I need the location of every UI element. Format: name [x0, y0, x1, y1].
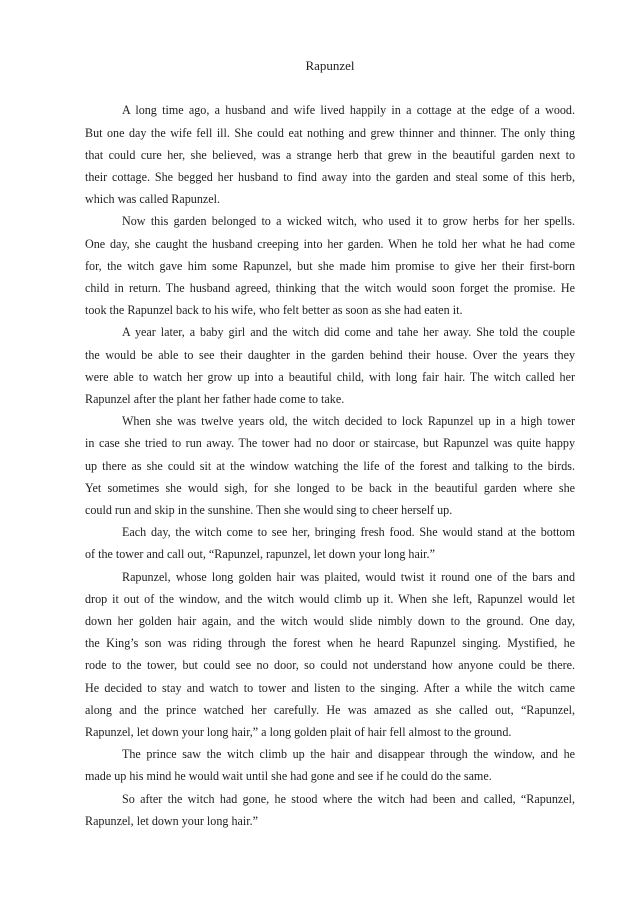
story-line: So after the witch had gone, he stood where the witch had been and called, “Rapunzel,: [122, 791, 575, 806]
story-line: their cottage. She begged her husband to find away into the garden and steal some of this herb,: [85, 170, 575, 184]
story-line: were able to watch her grow up into a beautiful child, with long fair hair. The witch called her: [85, 369, 575, 384]
story-line: up there as she could sit at the window watching the life of the forest and talking to the birds.: [85, 458, 575, 473]
story-line: rode to the tower, but could see no door, so could not understand how anyone could be there.: [85, 658, 575, 673]
story-line: made up his mind he would wait until she had gone and see if he could do the same.: [85, 769, 492, 784]
story-line: for, the witch gave him some Rapunzel, but she made him promise to give her their first-born: [85, 258, 575, 273]
story-line: One day, she caught the husband creeping into her garden. When he told her what he had come: [85, 236, 575, 251]
story-line: child in return. The husband agreed, thinking that the witch would soon forget the promise. He: [85, 281, 575, 296]
story-line: in case she tried to run away. The tower had no door or staircase, but Rapunzel was quite happy: [85, 436, 575, 451]
document-title: Rapunzel: [305, 58, 355, 73]
story-paragraph: [85, 410, 575, 521]
story-line: Each day, the witch come to see her, bringing fresh food. She would stand at the bottom: [122, 525, 575, 540]
story-paragraph: [85, 210, 575, 321]
story-paragraph: [85, 566, 575, 744]
story-line: down her golden hair again, and the witch would slide nimbly down to the ground. One day,: [85, 614, 575, 629]
story-line: Rapunzel, let down your long hair,” a long golden plait of hair fell almost to the ground.: [85, 725, 512, 740]
story-paragraph: [85, 788, 575, 832]
story-line: He decided to stay and watch to tower and listen to the singing. After a while the witch came: [85, 680, 575, 695]
story-line: Rapunzel after the plant her father hade come to take.: [85, 392, 345, 407]
story-paragraph: [85, 99, 575, 210]
document-body: [85, 99, 575, 832]
story-line: drop it out of the window, and the witch would climb up it. When she left, Rapunzel would let: [85, 591, 575, 606]
story-line: When she was twelve years old, the witch decided to lock Rapunzel up in a high tower: [122, 414, 575, 429]
story-line: A year later, a baby girl and the witch did come and tahe her away. She told the couple: [122, 325, 575, 340]
story-paragraph: [85, 321, 575, 410]
story-line: the would be able to see their daughter in the garden behind their house. Over the years they: [85, 347, 575, 362]
story-line: of the tower and call out, “Rapunzel, rapunzel, let down your long hair.”: [85, 547, 435, 562]
story-line: along and the prince watched her carefully. He was amazed as she called out, “Rapunzel,: [85, 702, 575, 717]
story-line: Yet sometimes she would sigh, for she longed to be back in the beautiful garden where she: [85, 480, 575, 495]
story-line: But one day the wife fell ill. She could eat nothing and grew thinner and thinner. The only thing: [85, 125, 575, 140]
story-paragraph: [85, 743, 575, 787]
story-line: took the Rapunzel back to his wife, who felt better as soon as she had eaten it.: [85, 303, 463, 318]
story-line: the King’s son was riding through the forest when he heard Rapunzel singing. Mystified, he: [85, 636, 575, 651]
story-line: that could cure her, she believed, was a strange herb that grew in the beautiful garden next to: [85, 147, 575, 162]
story-line: The prince saw the witch climb up the hair and disappear through the window, and he: [122, 747, 575, 762]
story-line: could run and skip in the sunshine. Then she would sing to cheer herself up.: [85, 503, 453, 518]
story-line: which was called Rapunzel.: [85, 192, 220, 207]
story-line: Rapunzel, whose long golden hair was plaited, would twist it round one of the bars and: [122, 569, 575, 584]
story-line: A long time ago, a husband and wife lived happily in a cottage at the edge of a wood.: [122, 103, 575, 118]
story-line: Rapunzel, let down your long hair.”: [85, 813, 258, 828]
story-paragraph: [85, 521, 575, 565]
story-line: Now this garden belonged to a wicked witch, who used it to grow herbs for her spells.: [122, 214, 575, 229]
